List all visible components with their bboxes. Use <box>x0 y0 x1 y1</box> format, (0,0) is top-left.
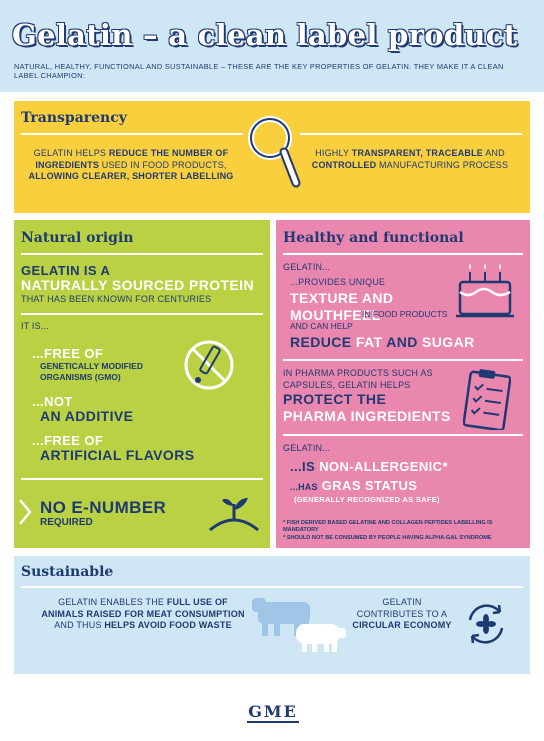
natural-it-is: IT IS... <box>21 321 49 331</box>
footnote-2: * SHOULD NOT BE CONSUMED BY PEOPLE HAVING ALPHA-GAL SYNDROME <box>283 535 492 541</box>
transparency-panel <box>14 101 530 213</box>
chevron-right-icon <box>18 498 32 526</box>
provides-text: ...PROVIDES UNIQUE <box>290 277 386 287</box>
sustainable-title: Sustainable <box>21 564 114 580</box>
non-allergenic-line <box>290 458 448 475</box>
natural-origin-panel <box>14 220 270 548</box>
sustainable-rule <box>21 586 523 588</box>
no-gmo-icon <box>182 338 236 392</box>
natural-origin-title: Natural origin <box>21 230 134 246</box>
text-run: AND THUS <box>54 620 105 630</box>
transparency-rule-left <box>21 133 243 135</box>
sugar-word: SUGAR <box>422 334 475 350</box>
additive-line-2: AN ADDITIVE <box>40 408 134 424</box>
sustainable-left-text <box>40 597 246 632</box>
has-word: ...HAS <box>290 482 318 492</box>
gme-logo <box>243 703 303 723</box>
text-run: GELATIN HELPS <box>33 148 109 158</box>
transparency-left-text <box>26 148 236 183</box>
pharma-intro: IN PHARMA PRODUCTS SUCH AS CAPSULES, GELATIN HELPS <box>283 368 433 390</box>
gras-line <box>290 477 417 494</box>
cake-icon <box>454 262 516 320</box>
text-run: HIGHLY <box>315 148 352 158</box>
healthy-rule-2 <box>283 359 523 361</box>
gme-logo-underline <box>247 721 299 723</box>
natural-rule-2 <box>21 313 263 315</box>
text-run-bold: TRANSPARENT, TRACEABLE <box>351 148 484 158</box>
magnifier-icon <box>242 111 302 193</box>
in-food-text: IN FOOD PRODUCTS AND CAN HELP <box>290 309 448 331</box>
enumber-line-2: REQUIRED <box>40 517 93 528</box>
text-run-bold: ALLOWING CLEARER, SHORTER LABELLING <box>28 171 234 181</box>
text-run-bold: FULL USE OF ANIMALS RAISED FOR MEAT CONSUMPTION <box>41 597 245 619</box>
text-run: MANUFACTURING PROCESS <box>376 159 509 170</box>
text-run: GELATIN CONTRIBUTES TO A <box>356 597 448 619</box>
enumber-line-1: NO E-NUMBER <box>40 498 167 517</box>
natural-rule-1 <box>21 253 263 255</box>
reduce-word: REDUCE <box>290 334 352 350</box>
additive-line-1: ...NOT <box>32 394 73 409</box>
pharma-ingredients: PHARMA INGREDIENTS <box>283 408 451 424</box>
transparency-title: Transparency <box>21 110 127 126</box>
circular-economy-icon <box>462 600 510 648</box>
healthy-functional-panel <box>276 220 530 548</box>
sprout-icon <box>208 492 260 532</box>
gmo-line-1: ...FREE OF <box>32 346 104 361</box>
text-run: USED IN FOOD PRODUCTS, <box>99 159 227 170</box>
natural-intro-3: THAT HAS BEEN KNOWN FOR CENTURIES <box>21 294 212 304</box>
sustainable-panel <box>14 556 530 674</box>
footnote-1: * FISH DERIVED BASED GELATINE AND COLLAGEN PEPTIDES LABELLING IS MANDATORY <box>283 520 493 533</box>
text-run-bold: HELPS AVOID FOOD WASTE <box>104 620 232 630</box>
flavors-line-1: ...FREE OF <box>32 433 104 448</box>
gras-note: (GENERALLY RECOGNIZED AS SAFE) <box>294 495 440 504</box>
gmo-line-2: GENETICALLY MODIFIED ORGANISMS (GMO) <box>40 361 143 382</box>
natural-intro-2: NATURALLY SOURCED PROTEIN <box>21 277 254 293</box>
natural-intro-1: GELATIN IS A <box>21 263 111 278</box>
text-run-bold: CONTROLLED <box>311 159 377 170</box>
header-banner <box>0 0 544 92</box>
healthy-gelatin-2: GELATIN... <box>283 443 331 453</box>
transparency-right-text <box>310 148 510 171</box>
non-allergenic-word: NON-ALLERGENIC* <box>319 459 448 474</box>
flavors-line-2: ARTIFICIAL FLAVORS <box>40 447 195 463</box>
text-run: AND <box>483 148 505 158</box>
cow-pig-icon <box>250 594 350 658</box>
and-word: AND <box>386 334 418 350</box>
clipboard-checklist-icon <box>463 368 511 430</box>
healthy-title: Healthy and functional <box>283 230 464 246</box>
healthy-gelatin-1: GELATIN... <box>283 262 331 272</box>
text-run-bold: REDUCE THE NUMBER OF INGREDIENTS <box>35 148 229 170</box>
texture-mouthfeel: TEXTURE AND MOUTHFEEL <box>290 290 394 323</box>
healthy-rule-3 <box>283 434 523 436</box>
is-word: ...IS <box>290 459 316 474</box>
transparency-rule-right <box>300 133 522 135</box>
natural-rule-3 <box>21 478 263 480</box>
protect-text: PROTECT THE <box>283 391 387 407</box>
page-subtitle: NATURAL, HEALTHY, FUNCTIONAL AND SUSTAINABLE – THESE ARE THE KEY PROPERTIES OF GELATIN. THEY MAKE IT A CLEAN LABEL CHAMPION: <box>14 62 504 80</box>
page-title: Gelatin – a clean label product <box>12 18 518 52</box>
fat-word: FAT <box>355 334 383 350</box>
text-run-bold: CIRCULAR ECONOMY <box>352 620 452 630</box>
gme-logo-text: GME <box>248 702 298 721</box>
gras-word: GRAS STATUS <box>321 478 418 493</box>
healthy-rule-1 <box>283 253 523 255</box>
sustainable-right-text <box>352 597 452 632</box>
text-run: GELATIN ENABLES THE <box>58 597 167 607</box>
reduce-line <box>290 334 475 351</box>
